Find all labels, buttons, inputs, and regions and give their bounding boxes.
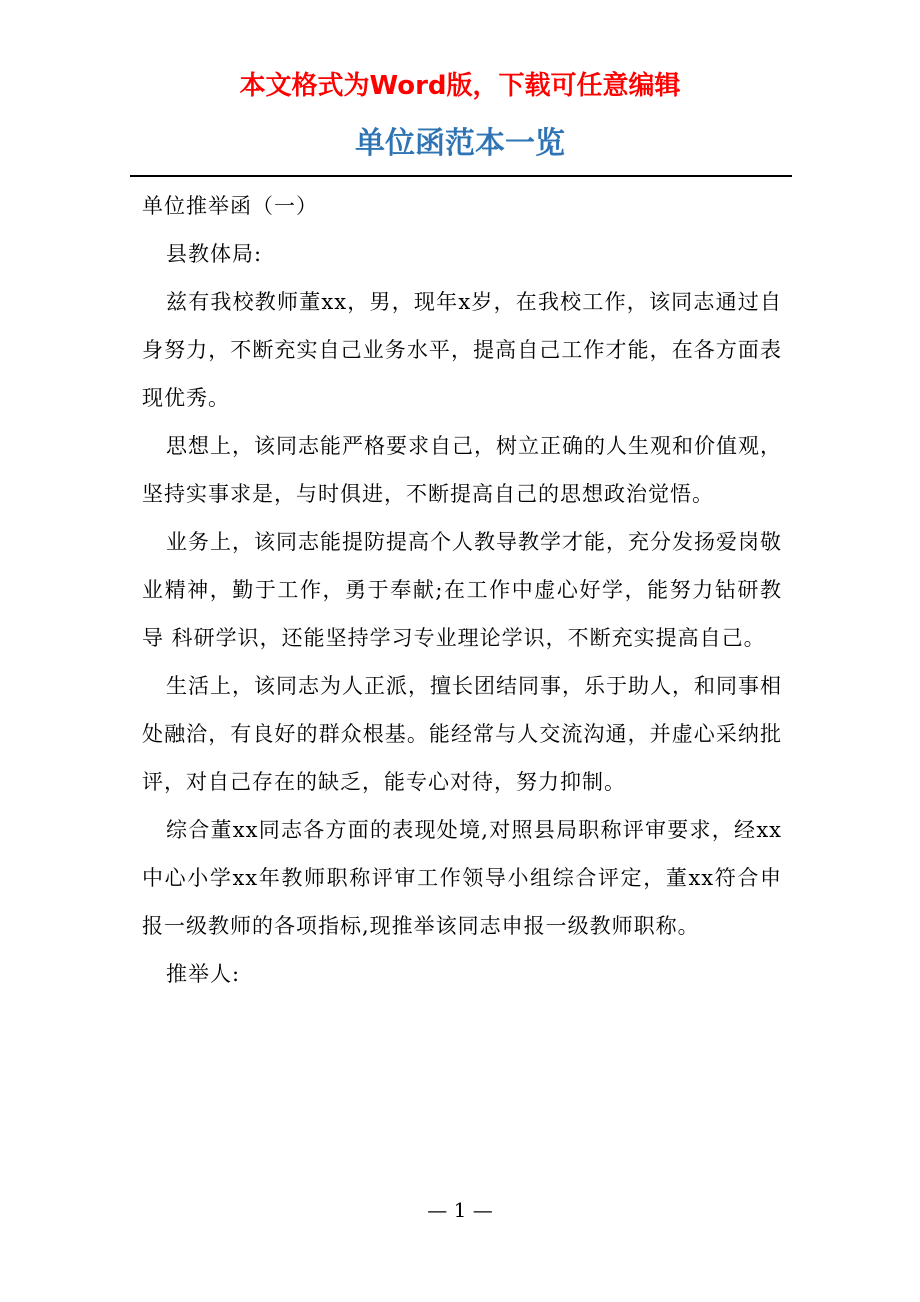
salutation: 县教体局: — [166, 242, 263, 266]
section-heading: 单位推举函（一） — [142, 194, 318, 218]
paragraph-life: 生活上，该同志为人正派，擅长团结同事，乐于助人，和同事相处融洽，有良好的群众根基。能经常与人交流沟通，并虚心采纳批评，对自己存在的缺乏，能专心对待，努力抑制。 — [142, 674, 782, 794]
title-divider — [130, 175, 792, 177]
page-number: — 1 — — [427, 1198, 493, 1222]
closing-signature: 推举人: — [166, 962, 241, 986]
paragraph-intro: 兹有我校教师董xx，男，现年x岁，在我校工作，该同志通过自身努力，不断充实自己业务水平，提高自己工作才能，在各方面表现优秀。 — [142, 290, 782, 410]
document-body — [142, 182, 782, 998]
paragraph-ideology: 思想上，该同志能严格要求自己，树立正确的人生观和价值观，坚持实事求是，与时俱进，不断提高自己的思想政治觉悟。 — [142, 434, 782, 506]
document-title: 单位函范本一览 — [355, 126, 565, 161]
download-banner: 本文格式为Word版，下载可任意编辑 — [239, 71, 681, 101]
paragraph-work: 业务上，该同志能提防提高个人教导教学才能，充分发扬爱岗敬业精神，勤于工作，勇于奉献;在工作中虚心好学，能努力钻研教导 科研学识，还能坚持学习专业理论学识，不断充实提高自己。 — [142, 530, 782, 650]
paragraph-summary: 综合董xx同志各方面的表现处境,对照县局职称评审要求，经xx中心小学xx年教师职称评审工作领导小组综合评定，董xx符合申报一级教师的各项指标,现推举该同志申报一级教师职称。 — [142, 818, 782, 938]
